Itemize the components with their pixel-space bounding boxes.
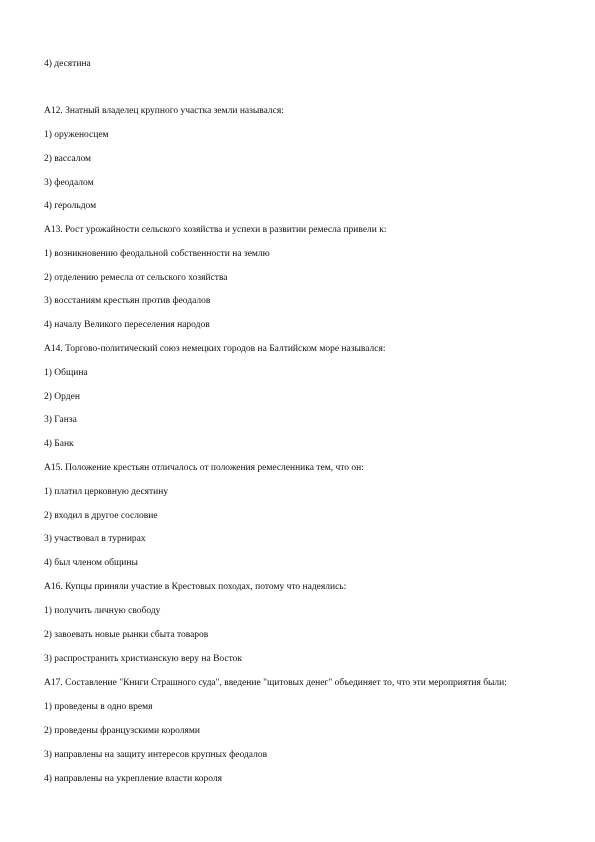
answer-option-line: 3) восстаниям крестьян против феодалов: [44, 296, 211, 306]
answer-option-line: 1) Община: [44, 368, 88, 378]
answer-option-line: 4) направлены на укрепление власти короля: [44, 774, 222, 784]
answer-option-line: 1) оруженосцем: [44, 130, 109, 140]
question-a14: А14. Торгово-политический союз немецких городов на Балтийском море назывался:: [44, 344, 386, 354]
question-a17: А17. Составление "Книги Страшного суда", введение "щитовых денег" объединяет то, что эти мероприятия были:: [44, 678, 507, 688]
answer-option-line: 4) десятина: [44, 59, 91, 69]
question-a13: А13. Рост урожайности сельского хозяйства и успехи в развитии ремесла привели к:: [44, 225, 387, 235]
answer-option-line: 4) был членом общины: [44, 558, 138, 568]
answer-option-line: 2) входил в другое сословие: [44, 511, 158, 521]
answer-option-line: 3) феодалом: [44, 178, 94, 188]
answer-option-line: 4) Банк: [44, 439, 74, 449]
answer-option-line: 3) направлены на защиту интересов крупных феодалов: [44, 750, 268, 760]
answer-option-line: 2) вассалом: [44, 154, 92, 164]
answer-option-line: 3) участвовал в турнирах: [44, 534, 146, 544]
answer-option-line: 3) Ганза: [44, 415, 77, 425]
answer-option-line: 1) платил церковную десятину: [44, 487, 169, 497]
answer-option-line: 1) проведены в одно время: [44, 702, 153, 712]
answer-option-line: 1) получить личную свободу: [44, 606, 161, 616]
question-a15: А15. Положение крестьян отличалось от положения ремесленника тем, что он:: [44, 463, 364, 473]
answer-option-line: 2) завоевать новые рынки сбыта товаров: [44, 630, 209, 640]
answer-option-line: 2) проведены французскими королями: [44, 726, 200, 736]
answer-option-line: 3) распространить христианскую веру на Восток: [44, 654, 243, 664]
answer-option-line: 4) началу Великого переселения народов: [44, 320, 210, 330]
question-a12: А12. Знатный владелец крупного участка земли назывался:: [44, 106, 284, 116]
answer-option-line: 2) отделению ремесла от сельского хозяйства: [44, 273, 228, 283]
answer-option-line: 4) герольдом: [44, 201, 97, 211]
answer-option-line: 2) Орден: [44, 392, 80, 402]
answer-option-line: 1) возникновению феодальной собственности на землю: [44, 249, 270, 259]
question-a16: А16. Купцы приняли участие в Крестовых походах, потому что надеялись:: [44, 582, 347, 592]
